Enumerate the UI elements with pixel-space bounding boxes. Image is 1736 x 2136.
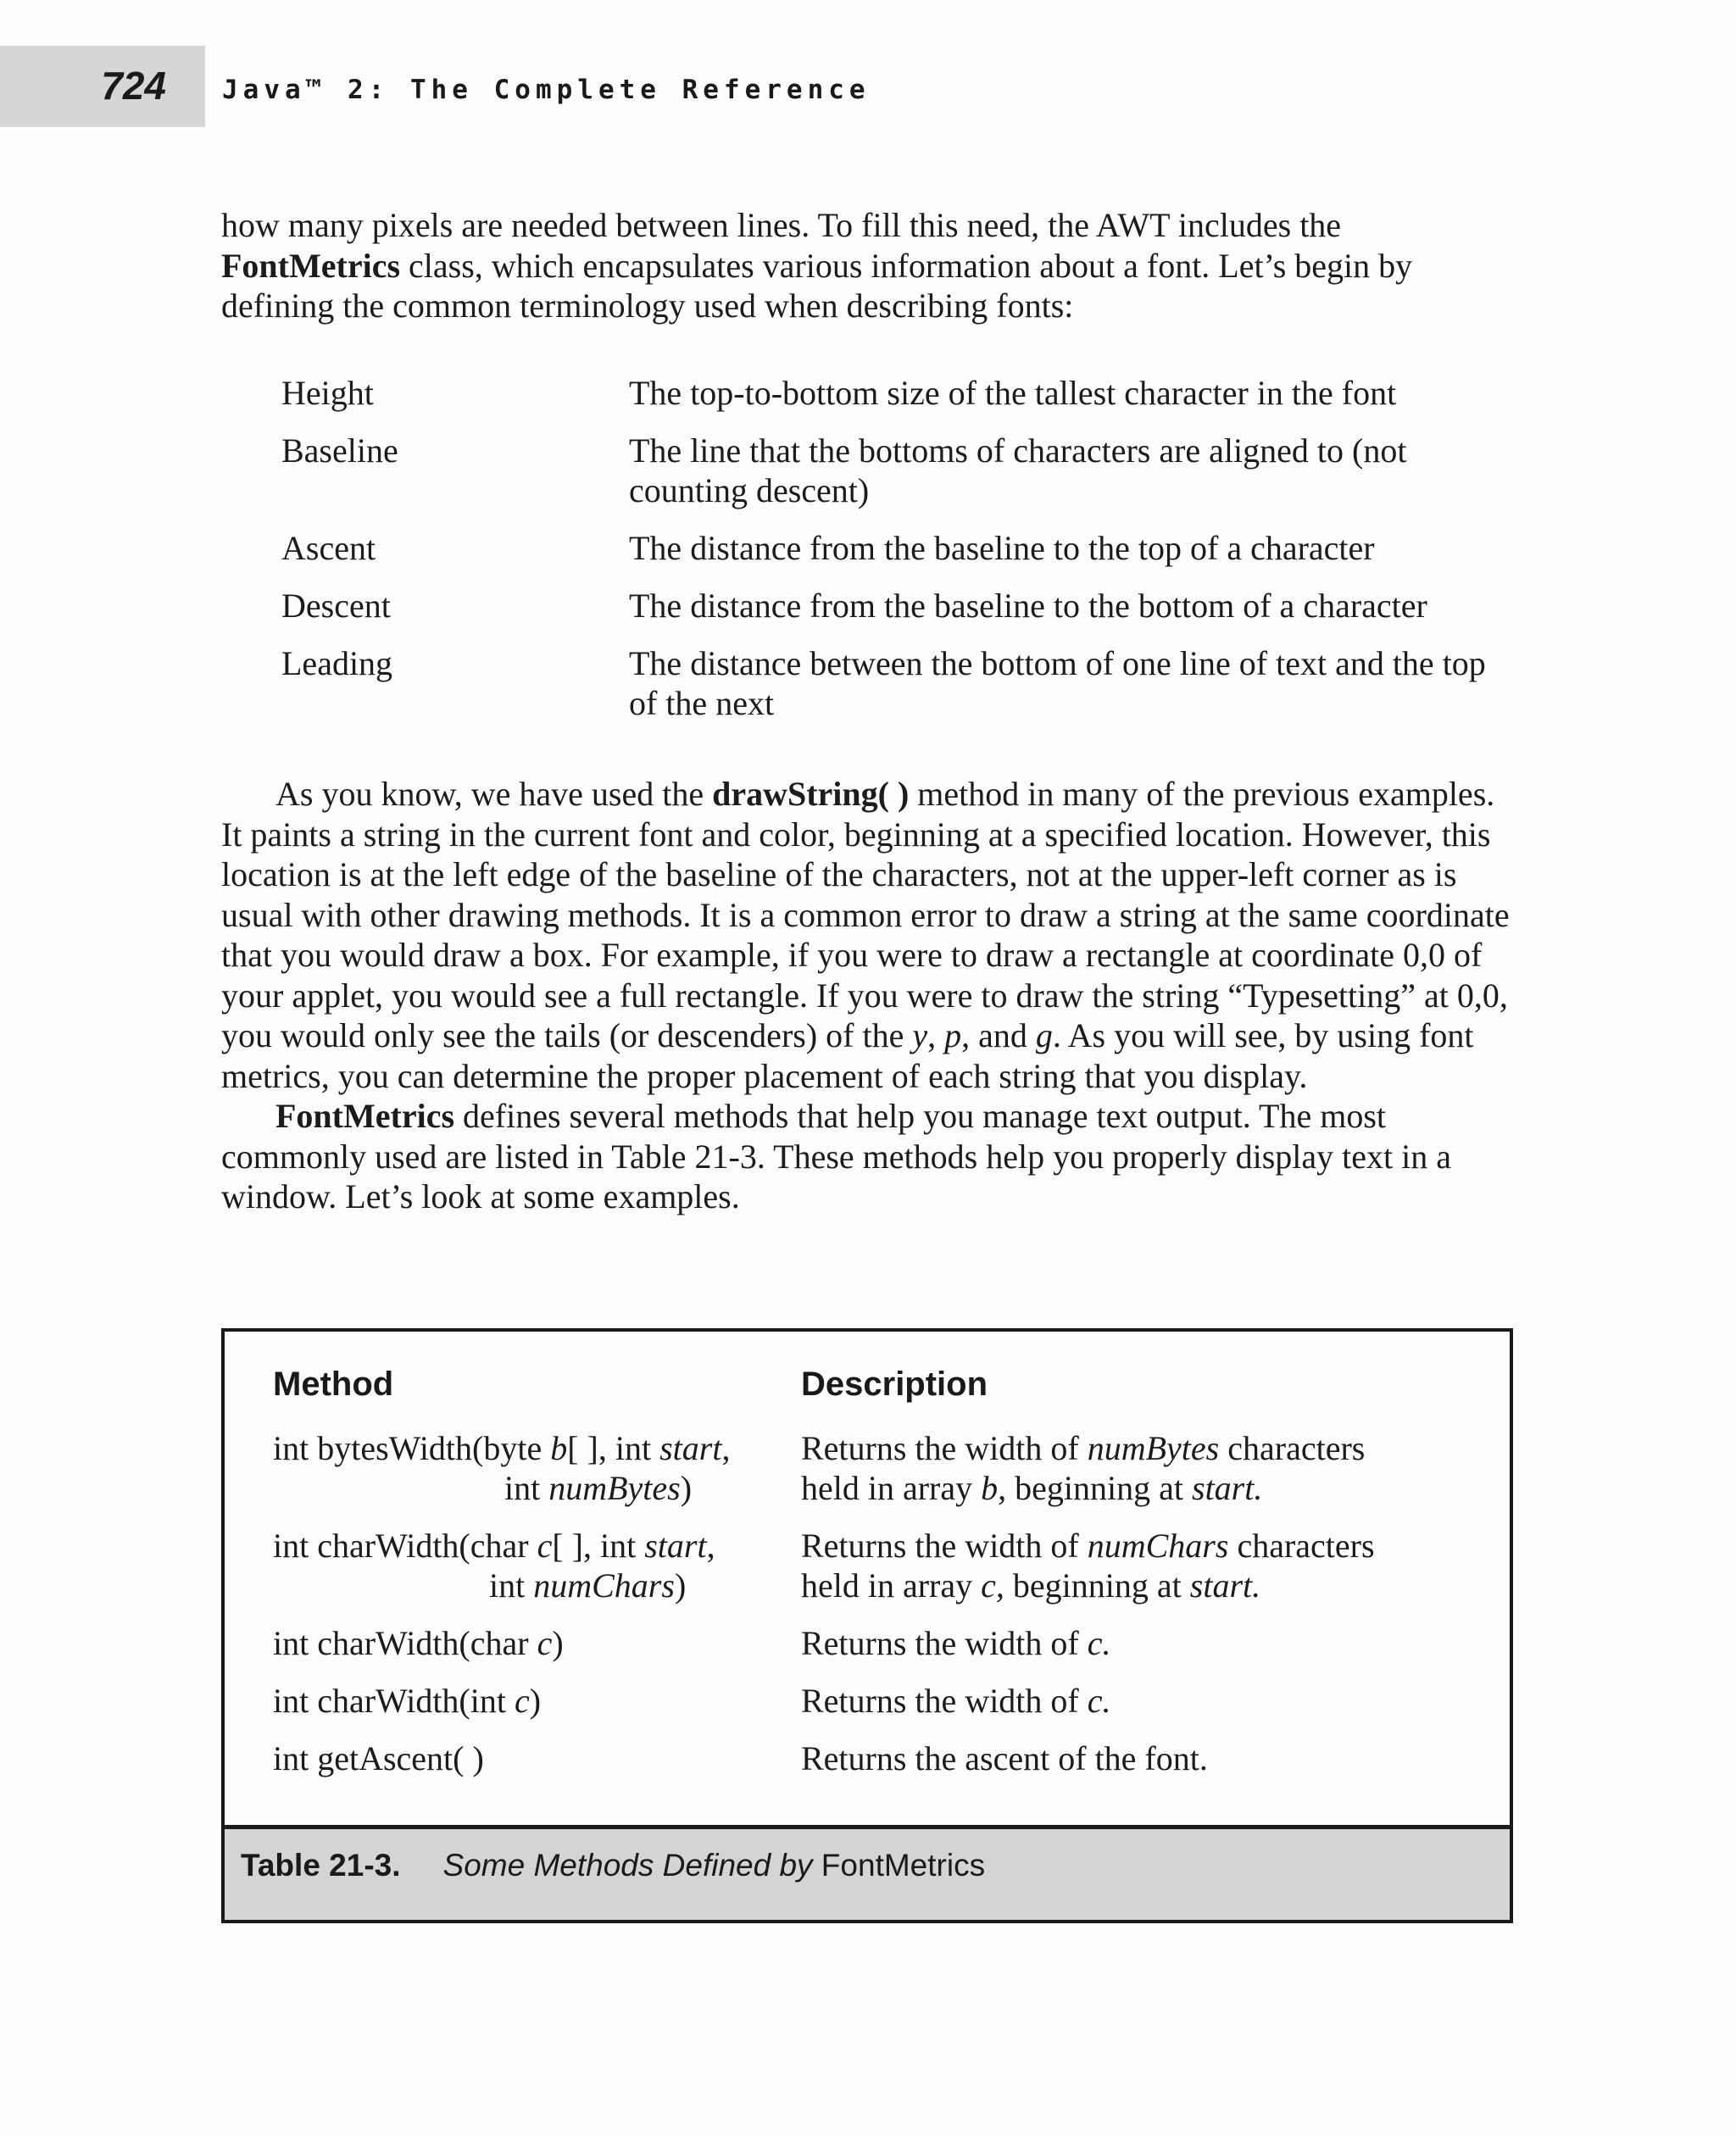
intro-class-name: FontMetrics: [221, 246, 401, 285]
table-body: [273, 1366, 1477, 1796]
term-definition: The distance from the baseline to the bottom of a character: [629, 587, 1427, 625]
method-text: [ ], int: [567, 1429, 660, 1467]
para2-sep-1: ,: [927, 1016, 945, 1054]
method-text: ): [674, 1566, 687, 1605]
description-cell: Returns the ascent of the font.: [801, 1739, 1208, 1777]
caption-text: Some Methods Defined by: [442, 1848, 813, 1883]
description-cell: [801, 1526, 1477, 1605]
description-param: c.: [1087, 1624, 1111, 1662]
term-definition: The distance from the baseline to the top of a character: [629, 529, 1375, 567]
description-param: start.: [1189, 1566, 1261, 1605]
description-cell: [801, 1681, 1477, 1721]
term-row: [281, 373, 1519, 413]
description-cell: [801, 1428, 1477, 1508]
para2-text-2: method in many of the previous examples. It paints a string in the current font and color, beginning at a specified location. However, this location is at the left edge of the baseline of the characters, not at the upper-left corner as is usual with other drawing methods. It is a common error to draw a string at the same coordinate that you would draw a box. For example, if you were to draw a rectangle at coordinate 0,0 of your applet, you would see a full rectangle. If you were to draw the string “Typesetting” at 0,0, you would only see the tails (or descenders) of the: [221, 775, 1510, 1054]
intro-text-1: how many pixels are needed between lines. To fill this need, the AWT includes the: [221, 206, 1342, 244]
header-method: Method: [273, 1366, 394, 1403]
term-row: [281, 431, 1519, 510]
running-header: [0, 46, 1736, 127]
description-param: numChars: [1087, 1527, 1229, 1565]
term-row: [281, 586, 1519, 626]
method-param: start: [644, 1527, 707, 1565]
description-text: held in array: [801, 1566, 982, 1605]
method-text: [ ], int: [552, 1527, 645, 1565]
description-param: numBytes: [1087, 1429, 1220, 1467]
description-param: start.: [1192, 1469, 1263, 1507]
letter-g: g: [1035, 1016, 1053, 1054]
description-text: characters: [1219, 1429, 1366, 1467]
table-caption: [241, 1848, 985, 1883]
description-text: beginning at: [1006, 1469, 1192, 1507]
method-text: ): [529, 1682, 542, 1720]
method-text: int charWidth(char: [273, 1527, 537, 1565]
description-param: c,: [981, 1566, 1004, 1605]
term-name: Ascent: [281, 529, 376, 567]
header-description: Description: [801, 1366, 988, 1403]
method-cell: int getAscent( ): [273, 1739, 484, 1777]
method-cell: [273, 1526, 801, 1605]
para2-text-3: . As you will see, by using font metrics, you can determine the proper placement of each string that you display.: [221, 1016, 1474, 1095]
caption-class-name: FontMetrics: [812, 1848, 986, 1883]
method-text: int charWidth(int: [273, 1682, 515, 1720]
para2-text-1: As you know, we have used the: [275, 775, 713, 813]
term-row: [281, 528, 1519, 568]
drawstring-paragraph: [221, 774, 1514, 1096]
method-text: ,: [721, 1429, 731, 1467]
description-cell: [801, 1623, 1477, 1663]
method-cell: [273, 1681, 801, 1721]
para2-sep-2: , and: [961, 1016, 1036, 1054]
letter-p: p: [944, 1016, 962, 1054]
description-text: Returns the width of: [801, 1682, 1088, 1720]
running-title: Java™ 2: The Complete Reference: [222, 75, 871, 105]
intro-paragraph: [221, 205, 1514, 326]
method-name: drawString( ): [712, 775, 910, 813]
table-row: [273, 1428, 1477, 1508]
description-text: held in array: [801, 1469, 982, 1507]
method-param: numChars: [533, 1566, 675, 1605]
method-param: c: [537, 1624, 553, 1662]
method-text: int charWidth(char: [273, 1624, 537, 1662]
method-param: start: [659, 1429, 722, 1467]
description-text: Returns the width of: [801, 1527, 1088, 1565]
description-text: beginning at: [1004, 1566, 1190, 1605]
terminology-list: [281, 373, 1519, 741]
description-param: b,: [981, 1469, 1007, 1507]
description-text: Returns the width of: [801, 1624, 1088, 1662]
caption-label: Table 21-3.: [241, 1848, 401, 1883]
term-row: [281, 643, 1519, 723]
body-paragraphs: [221, 774, 1514, 1217]
fontmetrics-paragraph: [221, 1096, 1514, 1217]
method-text: ): [680, 1469, 693, 1507]
term-definition: The top-to-bottom size of the tallest character in the font: [629, 374, 1397, 412]
table-row: [273, 1623, 1477, 1663]
method-param: c: [537, 1527, 553, 1565]
term-definition: The distance between the bottom of one line of text and the top of the next: [629, 644, 1486, 722]
description-text: characters: [1228, 1527, 1375, 1565]
letter-y: y: [912, 1016, 928, 1054]
page-number-box: [0, 46, 205, 127]
method-text: ): [552, 1624, 564, 1662]
method-param: b: [550, 1429, 568, 1467]
term-definition: The line that the bottoms of characters are aligned to (not counting descent): [629, 431, 1407, 509]
term-name: Height: [281, 374, 374, 412]
method-param: c: [514, 1682, 530, 1720]
method-text: int: [504, 1469, 549, 1507]
term-name: Leading: [281, 644, 393, 682]
description-param: c.: [1087, 1682, 1111, 1720]
page-number: 724: [101, 64, 166, 108]
para3-text: defines several methods that help you manage text output. The most commonly used are listed in Table 21-3. These methods help you properly display text in a window. Let’s look at some examples.: [221, 1097, 1451, 1215]
description-text: Returns the width of: [801, 1429, 1088, 1467]
methods-table: [221, 1328, 1513, 1923]
term-name: Baseline: [281, 431, 398, 470]
table-row: [273, 1526, 1477, 1605]
method-text: ,: [706, 1527, 715, 1565]
table-header-row: [273, 1366, 1477, 1428]
method-text: int: [489, 1566, 534, 1605]
intro-text-2: class, which encapsulates various information about a font. Let’s begin by defining the common terminology used when describing fonts:: [221, 246, 1413, 325]
table-row: [273, 1738, 1477, 1778]
class-name: FontMetrics: [275, 1097, 455, 1135]
method-cell: [273, 1428, 801, 1508]
term-name: Descent: [281, 587, 391, 625]
method-text: int bytesWidth(byte: [273, 1429, 551, 1467]
table-row: [273, 1681, 1477, 1721]
method-cell: [273, 1623, 801, 1663]
table-caption-band: [225, 1825, 1510, 1920]
method-param: numBytes: [548, 1469, 681, 1507]
